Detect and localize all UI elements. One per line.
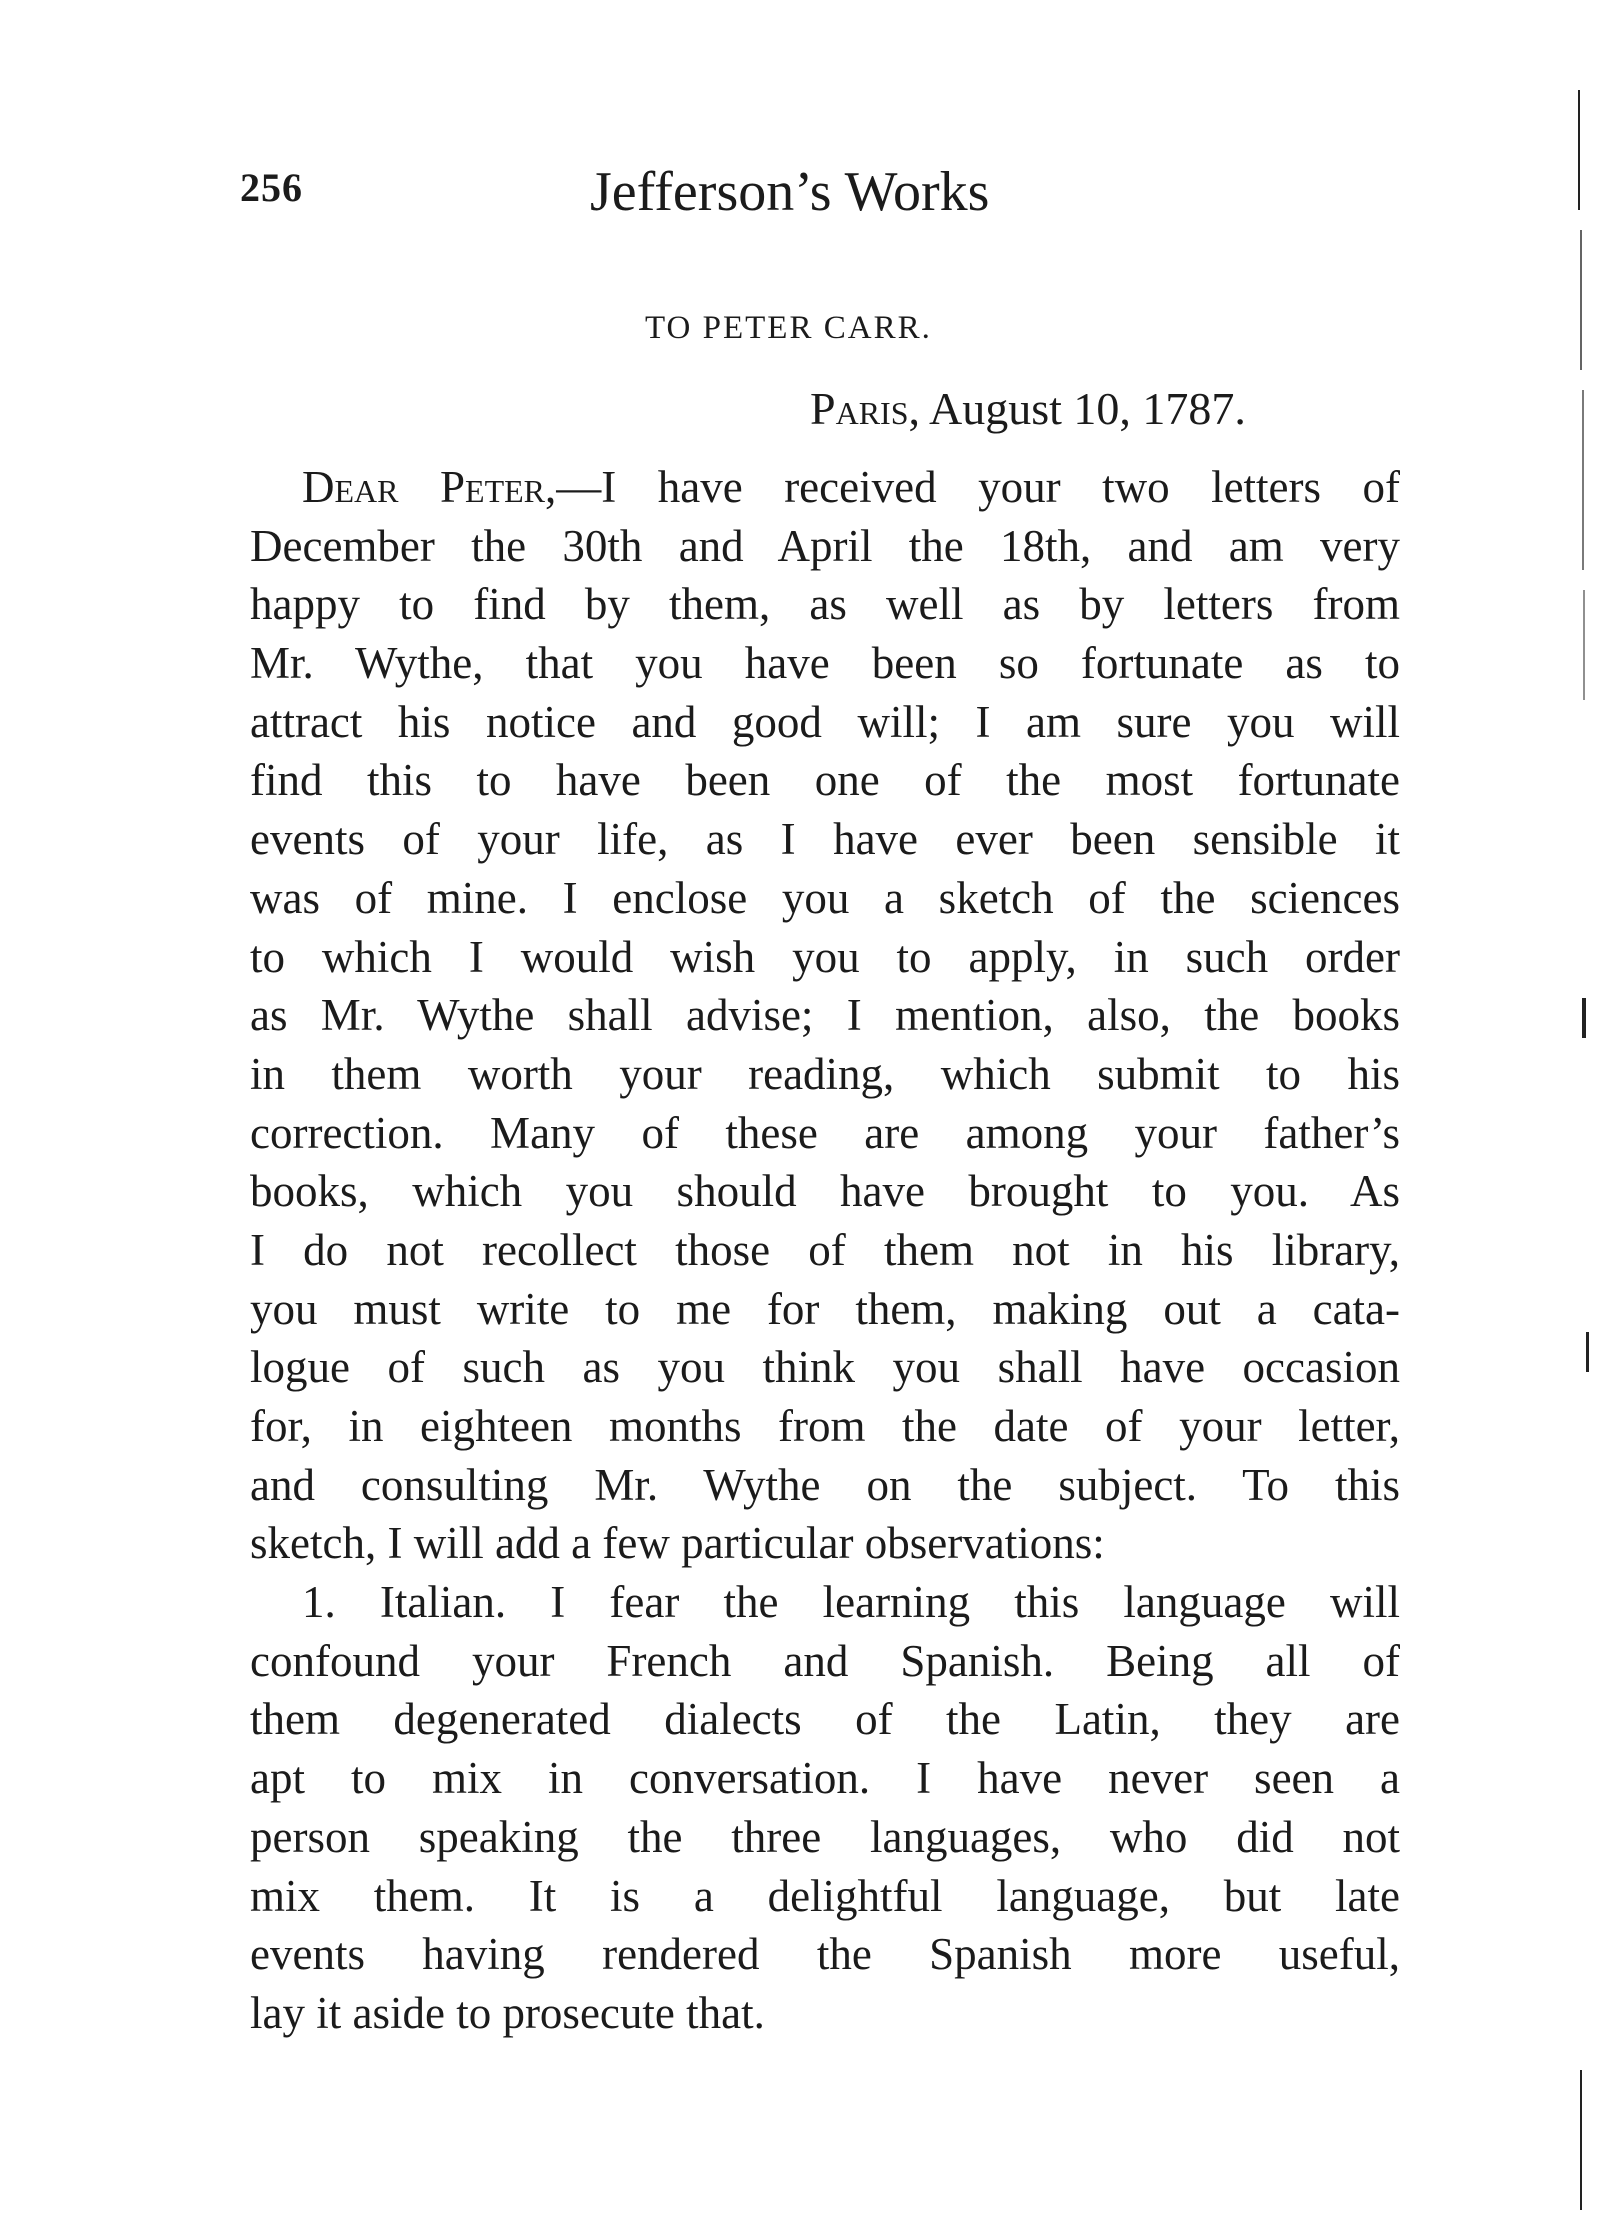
page-edge-mark [1580, 230, 1582, 370]
text-line: person speaking the three languages, who did not [250, 1811, 1400, 1862]
page-edge-mark [1578, 90, 1580, 210]
text-line: lay it aside to prosecute that. [250, 1987, 765, 2038]
dateline-date: August 10, 1787. [928, 383, 1246, 434]
dateline-place: Paris, [810, 383, 920, 434]
text-line: I do not recollect those of them not in his library, [250, 1224, 1400, 1275]
text-line: events having rendered the Spanish more useful, [250, 1929, 1400, 1980]
page-number: 256 [240, 165, 303, 210]
text-line: attract his notice and good will; I am sure you will [250, 696, 1400, 747]
text-line: Mr. Wythe, that you have been so fortunate as to [250, 638, 1400, 689]
running-head [0, 150, 1598, 240]
text-line: Dear Peter,—I have received your two letters of [302, 462, 1400, 512]
text-line: and consulting Mr. Wythe on the subject. To this [250, 1459, 1400, 1510]
letter-body [250, 458, 1400, 2043]
running-title: Jefferson’s Works [590, 161, 990, 223]
text-line: December the 30th and April the 18th, and am very [250, 520, 1400, 571]
page-edge-mark [1583, 590, 1585, 700]
text-line: find this to have been one of the most fortunate [250, 755, 1400, 806]
text-line: confound your French and Spanish. Being all of [250, 1635, 1400, 1686]
text-line: happy to find by them, as well as by letters from [250, 579, 1400, 630]
text-line: them degenerated dialects of the Latin, they are [250, 1694, 1400, 1745]
text-line: 1. Italian. I fear the learning this language will [302, 1577, 1400, 1628]
page-edge-mark [1582, 998, 1586, 1038]
page-edge-mark [1586, 1332, 1589, 1372]
text-line: sketch, I will add a few particular observations: [250, 1518, 1105, 1569]
page-edge-mark [1582, 390, 1584, 570]
text-line: apt to mix in conversation. I have never seen a [250, 1753, 1400, 1804]
text-line: for, in eighteen months from the date of your letter, [250, 1401, 1400, 1451]
text-line: as Mr. Wythe shall advise; I mention, also, the books [250, 990, 1400, 1041]
text-line: you must write to me for them, making out a cata- [250, 1283, 1400, 1334]
text-line: books, which you should have brought to you. As [250, 1166, 1400, 1217]
text-line: correction. Many of these are among your father’s [250, 1107, 1400, 1158]
text-line: mix them. It is a delightful language, but late [250, 1870, 1400, 1921]
text-line: to which I would wish you to apply, in such order [250, 931, 1400, 982]
text-line: was of mine. I enclose you a sketch of the sciences [250, 872, 1400, 923]
letter-heading: TO PETER CARR. [645, 310, 932, 346]
dateline [810, 382, 1246, 435]
text-line: in them worth your reading, which submit to his [250, 1048, 1400, 1099]
page-edge-mark [1580, 2070, 1582, 2210]
text-line: events of your life, as I have ever been sensible it [250, 814, 1400, 865]
salutation: Dear Peter, [302, 462, 557, 512]
text-line: logue of such as you think you shall have occasion [250, 1342, 1400, 1393]
